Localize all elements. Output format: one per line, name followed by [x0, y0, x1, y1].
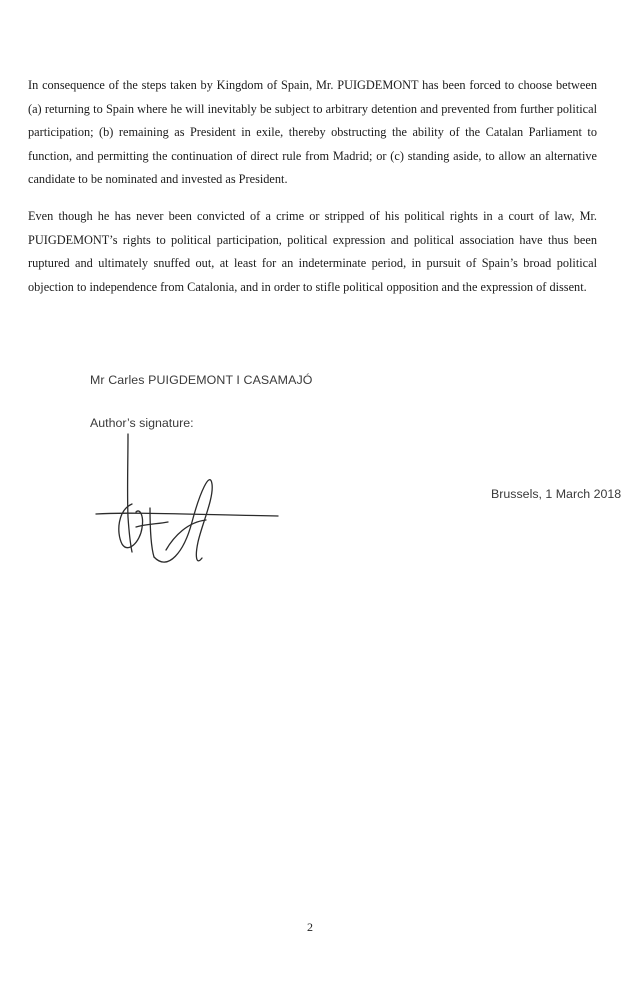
place-and-date: Brussels, 1 March 2018	[491, 487, 622, 501]
page-number: 2	[307, 920, 313, 934]
author-name: Mr Carles PUIGDEMONT I CASAMAJÓ	[90, 373, 313, 387]
body-paragraph-2: Even though he has never been convicted of a crime or stripped of his political rights in a court of law, Mr. PUIGDEMONT’s rights to political participation, political expression and political association have thus been ruptured and ultimately snuffed out, at least for an indeterminate period, in pursuit of Spain’s broad political objection to independence from Catalonia, and in order to stifle political opposition and the expression of dissent.	[28, 209, 597, 294]
handwritten-signature	[88, 432, 288, 582]
signature-caption: Author’s signature:	[90, 416, 194, 430]
body-paragraph-1: In consequence of the steps taken by Kingdom of Spain, Mr. PUIGDEMONT has been forced to choose between (a) returning to Spain where he will inevitably be subject to arbitrary detention and prevented from further political participation; (b) remaining as President in exile, thereby obstructing the ability of the Catalan Parliament to function, and permitting the continuation of direct rule from Madrid; or (c) standing aside, to allow an alternative candidate to be nominated and invested as President.	[28, 78, 597, 186]
